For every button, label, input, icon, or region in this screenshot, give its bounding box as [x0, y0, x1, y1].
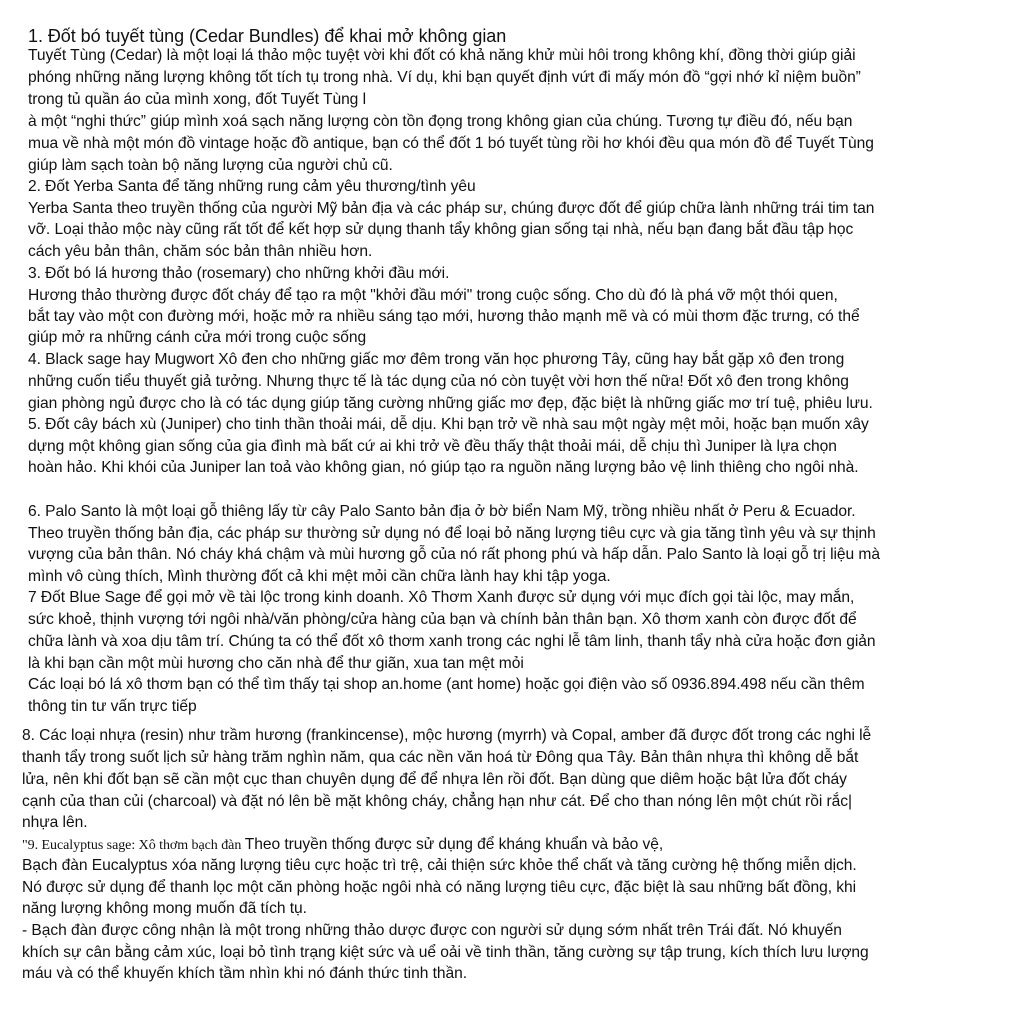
section-8-line: nhựa lên.: [22, 814, 88, 831]
section-9-heading: [22, 835, 663, 856]
section-5-heading: 5. Đốt cây bách xù (Juniper) cho tinh thần thoải mái, dễ dịu. Khi bạn trở về nhà sau một ngày mệt mỏi, hoặc bạn muốn xây: [28, 416, 869, 433]
section-8-line: lửa, nên khi đốt bạn sẽ cần một cục than chuyên dụng để để nhựa lên rồi đốt. Bạn dùng que diêm hoặc bật lửa đốt cháy: [22, 771, 847, 788]
section-3-line: giúp mở ra những cánh cửa mới trong cuộc sống: [28, 329, 367, 346]
section-2-line: cách yêu bản thân, chăm sóc bản thân nhiều hơn.: [28, 243, 373, 260]
section-7-contact-line: thông tin tư vấn trực tiếp: [28, 698, 197, 715]
section-1-line: Tuyết Tùng (Cedar) là một loại lá thảo mộc tuyệt vời khi đốt có khả năng khử mùi hôi trong không khí, đồng thời giúp giải: [28, 47, 856, 64]
section-7-contact-line: Các loại bó lá xô thơm bạn có thể tìm thấy tại shop an.home (ant home) hoặc gọi điện vào số 0936.894.498 nếu cần thêm: [28, 676, 865, 693]
section-4-heading: 4. Black sage hay Mugwort Xô đen cho những giấc mơ đêm trong văn học phương Tây, cũng hay bắt gặp xô đen trong: [28, 351, 845, 368]
section-3-line: Hương thảo thường được đốt cháy để tạo ra một "khởi đầu mới" trong cuộc sống. Cho dù đó là phá vỡ một thói quen,: [28, 287, 838, 304]
section-7-heading: 7 Đốt Blue Sage để gọi mở về tài lộc trong kinh doanh. Xô Thơm Xanh được sử dụng với mục đích gọi tài lộc, may mắn,: [28, 589, 855, 606]
section-8-line: cạnh của than củi (charcoal) và đặt nó lên bề mặt không cháy, chẳng hạn như cát. Để cho than nóng lên một chút rồi rắc|: [22, 793, 853, 810]
section-7-line: chữa lành và xoa dịu tâm trí. Chúng ta có thể đốt xô thơm xanh trong các nghi lễ tâm linh, thanh tẩy nhà cửa hoặc đơn giản: [28, 633, 876, 650]
section-1-line: mua về nhà một món đồ vintage hoặc đồ antique, bạn có thể đốt 1 bó tuyết tùng rồi hơ khói đều qua món đồ để Tuyết Tùng: [28, 135, 874, 152]
section-1-line: à một “nghi thức” giúp mình xoá sạch năng lượng còn tồn đọng trong không gian của chúng. Tương tự điều đó, nếu bạn: [28, 113, 853, 130]
section-5-line: hoàn hảo. Khi khói của Juniper lan toả vào không gian, nó giúp tạo ra nguồn năng lượng bảo vệ linh thiêng cho ngôi nhà.: [28, 459, 859, 476]
section-9-line: máu và có thể khuyến khích tầm nhìn khi nó đánh thức tinh thần.: [22, 965, 468, 982]
section-8-heading: 8. Các loại nhựa (resin) như trầm hương (frankincense), mộc hương (myrrh) và Copal, amber đã được đốt trong các nghi lễ: [22, 727, 872, 744]
section-2-line: Yerba Santa theo truyền thống của người Mỹ bản địa và các pháp sư, chúng được đốt để giúp chữa lành những trái tim tan: [28, 200, 875, 217]
section-7-line: là khi bạn cần một mùi hương cho căn nhà để thư giãn, xua tan mệt mỏi: [28, 655, 524, 672]
section-8-line: thanh tẩy trong suốt lịch sử hàng trăm nghìn năm, qua các nền văn hoá từ Đông qua Tây. Bản thân nhựa thì không dễ bắt: [22, 749, 859, 766]
section-6-heading: 6. Palo Santo là một loại gỗ thiêng lấy từ cây Palo Santo bản địa ở bờ biển Nam Mỹ, trồng nhiều nhất ở Peru & Ecuador.: [28, 503, 856, 520]
section-6-line: mình vô cùng thích, Mình thường đốt cả khi mệt mỏi cần chữa lành hay khi tập yoga.: [28, 568, 611, 585]
section-1-line: phóng những năng lượng không tốt tích tụ trong nhà. Ví dụ, khi bạn quyết định vứt đi mấy món đồ “gợi nhớ kỉ niệm buồn”: [28, 69, 861, 86]
section-9-line: năng lượng không mong muốn đã tích tụ.: [22, 900, 307, 917]
section-1-heading: 1. Đốt bó tuyết tùng (Cedar Bundles) để khai mở không gian: [28, 26, 507, 46]
section-9-serif-lead: "9. Eucalyptus sage: Xô thơm bạch đàn: [22, 838, 245, 853]
section-4-line: những cuốn tiểu thuyết giả tưởng. Nhưng thực tế là tác dụng của nó còn tuyệt vời hơn thế nữa! Đốt xô đen trong không: [28, 373, 849, 390]
section-6-line: Theo truyền thống bản địa, các pháp sư thường sử dụng nó để loại bỏ năng lượng tiêu cực và gia tăng tình yêu và sự thịnh: [28, 525, 876, 542]
section-2-line: vỡ. Loại thảo mộc này cũng rất tốt để kết hợp sử dụng thanh tẩy không gian sống tại nhà, nếu bạn đang bắt đầu tập học: [28, 221, 854, 238]
section-1-line: trong tủ quần áo của mình xong, đốt Tuyết Tùng l: [28, 91, 367, 108]
section-7-line: sức khoẻ, thịnh vượng tới ngôi nhà/văn phòng/cửa hàng của bạn và chính bản thân bạn. Xô thơm xanh còn được đốt để: [28, 611, 857, 628]
section-3-line: bắt tay vào một con đường mới, hoặc mở ra nhiều sáng tạo mới, hương thảo mạnh mẽ và có mùi thơm đặc trưng, có thể: [28, 308, 860, 325]
section-4-line: gian phòng ngủ được cho là có tác dụng giúp tăng cường những giấc mơ đẹp, đặc biệt là những giấc mơ trí tuệ, phiêu lưu.: [28, 395, 873, 412]
section-1-line: giúp làm sạch toàn bộ năng lượng của người chủ cũ.: [28, 157, 393, 174]
section-9-line: - Bạch đàn được công nhận là một trong những thảo dược được con người sử dụng sớm nhất trên Trái đất. Nó khuyến: [22, 922, 842, 939]
section-5-line: dựng một không gian sống của gia đình mà bất cứ ai khi trở về đều thấy thật thoải mái, dễ chịu thì Juniper là lựa chọn: [28, 438, 837, 455]
section-9-heading-rest: Theo truyền thống được sử dụng để kháng khuẩn và bảo vệ,: [244, 836, 664, 853]
section-3-heading: 3. Đốt bó lá hương thảo (rosemary) cho những khởi đầu mới.: [28, 265, 450, 282]
section-9-line: khích sự cân bằng cảm xúc, loại bỏ tình trạng kiệt sức và uể oải về tinh thần, tăng cường sự tập trung, kích thích lưu lượng: [22, 944, 869, 961]
section-2-heading: 2. Đốt Yerba Santa để tăng những rung cảm yêu thương/tình yêu: [28, 178, 476, 195]
section-9-line: Nó được sử dụng để thanh lọc một căn phòng hoặc ngôi nhà có năng lượng tiêu cực, đặc biệt là sau những bất đồng, khi: [22, 879, 857, 896]
section-6-line: vượng của bản thân. Nó cháy khá chậm và mùi hương gỗ của nó rất phong phú và hấp dẫn. Palo Santo là loại gỗ trị liệu mà: [28, 546, 880, 563]
section-9-line: Bạch đàn Eucalyptus xóa năng lượng tiêu cực hoặc trì trệ, cải thiện sức khỏe thể chất và tăng cường hệ thống miễn dịch.: [22, 857, 857, 874]
